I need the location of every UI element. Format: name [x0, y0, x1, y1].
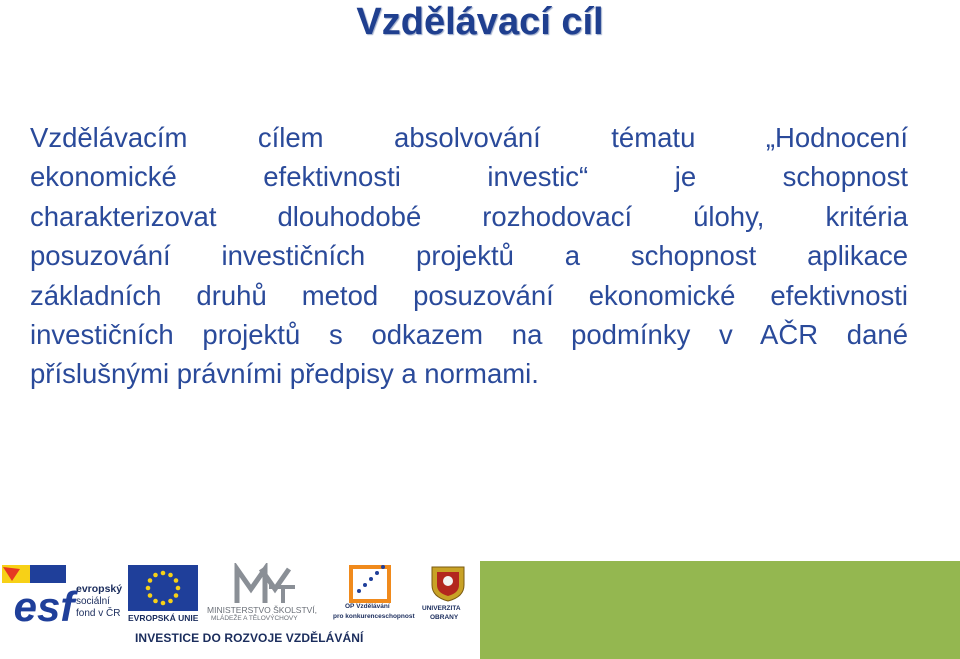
uo-text-1: UNIVERZITA	[422, 605, 461, 612]
body-line: Vzdělávacím cílem absolvování tématu „Hodnocení	[30, 122, 908, 153]
body-line: investičních projektů s odkazem na podmínky v AČR dané	[30, 319, 908, 351]
op-text-1: OP Vzdělávání	[345, 603, 390, 610]
body-line: příslušnými právními předpisy a normami.	[30, 358, 539, 390]
investment-banner: INVESTICE DO ROZVOJE VZDĚLÁVÁNÍ	[135, 631, 364, 645]
esf-text-1: evropský	[76, 583, 123, 595]
eu-flag-icon	[128, 565, 198, 611]
esf-text-2: sociální	[76, 596, 110, 607]
univerzita-obrany-logo	[420, 561, 476, 625]
body-line: posuzování investičních projektů a schopnost aplikace	[30, 240, 908, 272]
eu-label: EVROPSKÁ UNIE	[128, 613, 199, 623]
msmt-text-1: MINISTERSTVO ŠKOLSTVÍ,	[207, 605, 318, 615]
body-line: ekonomické efektivnosti investic“ je schopnost	[30, 161, 908, 193]
msmt-logo	[205, 563, 325, 625]
msmt-emblem-icon	[205, 563, 325, 605]
esf-logo	[0, 561, 125, 623]
slide-body	[30, 118, 908, 394]
body-line: charakterizovat dlouhodobé rozhodovací úlohy, kritéria	[30, 200, 908, 232]
op-logo	[333, 561, 418, 625]
esf-mark: esf	[13, 583, 75, 623]
univerzita-crest-icon	[420, 561, 476, 603]
msmt-text-2: MLÁDEŽE A TĚLOVÝCHOVY	[211, 615, 298, 622]
slide-title: Vzdělávací cíl	[356, 1, 604, 43]
eu-logo	[128, 565, 200, 625]
green-decoration	[480, 561, 960, 659]
esf-text-3: fond v ČR	[76, 608, 121, 619]
op-text-2: pro konkurenceschopnost	[333, 613, 415, 620]
uo-text-2: OBRANY	[430, 614, 459, 621]
op-emblem-icon	[333, 561, 418, 603]
body-line: základních druhů metod posuzování ekonomické efektivnosti	[30, 279, 908, 311]
footer-logos	[0, 561, 960, 659]
